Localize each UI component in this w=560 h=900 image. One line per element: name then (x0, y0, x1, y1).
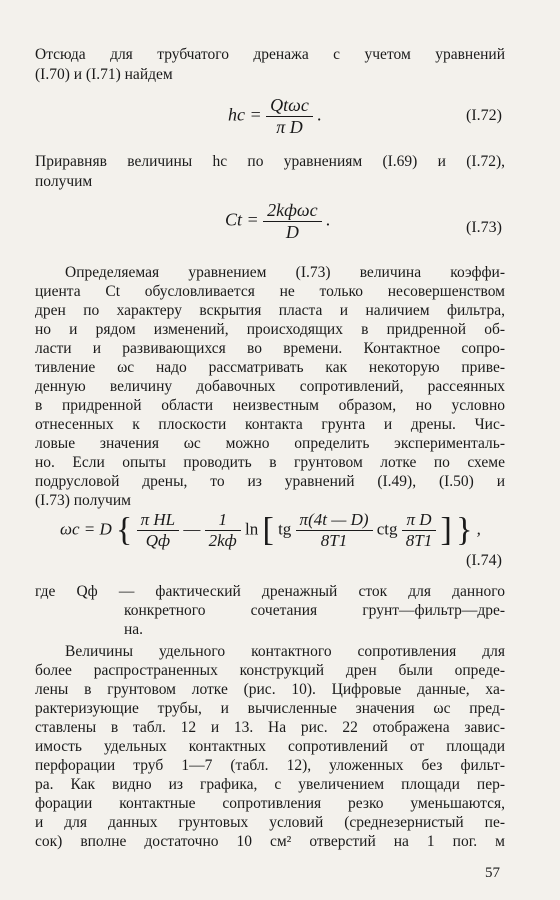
equation-trailing: , (476, 519, 481, 539)
right-bracket: ] (440, 511, 452, 549)
text-line: сок) вполне достаточно 10 см² отверстий на 1 пог. м (35, 833, 505, 850)
equation-trailing: . (326, 209, 331, 230)
text-line: конкретного сочетания грунт—фильтр—дре- (124, 602, 505, 619)
numerator: π D (402, 510, 436, 531)
text-line: денную величину добавочных сопротивлений, рассеянных (35, 378, 505, 395)
denominator: π D (276, 117, 303, 137)
fraction (263, 200, 321, 243)
text-line: (I.70) и (I.71) найдем (35, 66, 173, 83)
text-line: подрусловой дрены, то из уравнений (I.49), (I.50) и (35, 473, 505, 490)
tg-operator: tg (278, 519, 292, 539)
text-line: рактеризующие трубы, и вычисленные значения ωc пред- (35, 700, 505, 717)
fraction (402, 510, 436, 551)
text-line: ра. Как видно из графика, с увеличением площади пер- (35, 776, 505, 793)
fraction (266, 95, 313, 138)
equation-i73 (225, 200, 331, 243)
ctg-operator: ctg (376, 519, 398, 539)
left-bracket: [ (262, 511, 274, 549)
left-brace: { (116, 511, 133, 549)
equation-lhs: ωc = D (60, 519, 112, 539)
text-line: циента Ct обусловливается не только несовершенством (35, 283, 505, 300)
equation-number: (I.73) (466, 219, 502, 236)
denominator: 8T1 (405, 531, 433, 550)
numerator: π HL (137, 510, 180, 531)
equation-lhs: hc = (228, 104, 262, 125)
equation-i74 (60, 510, 481, 551)
text-line: получим (35, 173, 93, 190)
denominator: Qф (145, 531, 171, 550)
text-line: но. Если опыты проводить в грунтовом лотке по схеме (35, 454, 505, 471)
text-line: и для данных грунтовых условий (среднезернистый пе- (35, 814, 505, 831)
ln-operator: ln (245, 519, 259, 539)
text-line: тивление ωc надо рассматривать как некоторую приве- (35, 359, 505, 376)
fraction (137, 510, 180, 551)
denominator: D (285, 222, 299, 242)
text-line: ласти и развивающихся во времени. Контактное сопро- (35, 340, 505, 357)
text-line: Определяемая уравнением (I.73) величина коэффи- (65, 264, 505, 281)
equation-i72 (228, 95, 322, 138)
text-line: в придренной области неизвестным образом, но условно (35, 397, 505, 414)
text-line: перфорации труб 1—7 (табл. 12), уложенных без фильт- (35, 757, 505, 774)
equation-trailing: . (317, 104, 322, 125)
text-line: имость удельных контактных сопротивлений от площади (35, 738, 505, 755)
text-line: отнесенных к плоскости контакта грунта и дрены. Чис- (35, 416, 505, 433)
numerator: 1 (205, 510, 241, 531)
equation-lhs: Ct = (225, 209, 259, 230)
fraction (205, 510, 241, 551)
page-number: 57 (485, 865, 500, 881)
numerator: π(4t — D) (296, 510, 373, 531)
text-line: Величины удельного контактного сопротивления для (65, 643, 505, 660)
equation-number: (I.72) (466, 107, 502, 124)
fraction (296, 510, 373, 551)
text-line: лены в грунтовом лотке (рис. 10). Цифровые данные, ха- (35, 681, 505, 698)
text-line: ловые значения ωc можно определить эксперименталь- (35, 435, 505, 452)
text-line: дрен по характеру вскрытия пласта и наличием фильтра, (35, 302, 505, 319)
right-brace: } (456, 511, 473, 549)
denominator: 8T1 (320, 531, 348, 550)
text-line: (I.73) получим (35, 492, 131, 509)
text-line: Отсюда для трубчатого дренажа с учетом уравнений (35, 46, 505, 63)
text-line: но и рядом изменений, происходящих в придренной об- (35, 321, 505, 338)
minus-sign: — (183, 519, 201, 539)
text-line: где Qф — фактический дренажный сток для данного (35, 583, 505, 600)
text-line: на. (124, 621, 144, 638)
text-line: ставлены в табл. 12 и 13. На рис. 22 отображена завис- (35, 719, 505, 736)
text-line: форации контактные сопротивления резко уменьшаются, (35, 795, 505, 812)
text-line: Приравняв величины hc по уравнениям (I.69) и (I.72), (35, 153, 505, 170)
equation-number: (I.74) (466, 552, 502, 569)
numerator: Qtωc (266, 95, 313, 117)
denominator: 2kф (208, 531, 237, 550)
numerator: 2kфωc (263, 200, 321, 222)
text-line: более распространенных конструкций дрен были опреде- (35, 662, 505, 679)
